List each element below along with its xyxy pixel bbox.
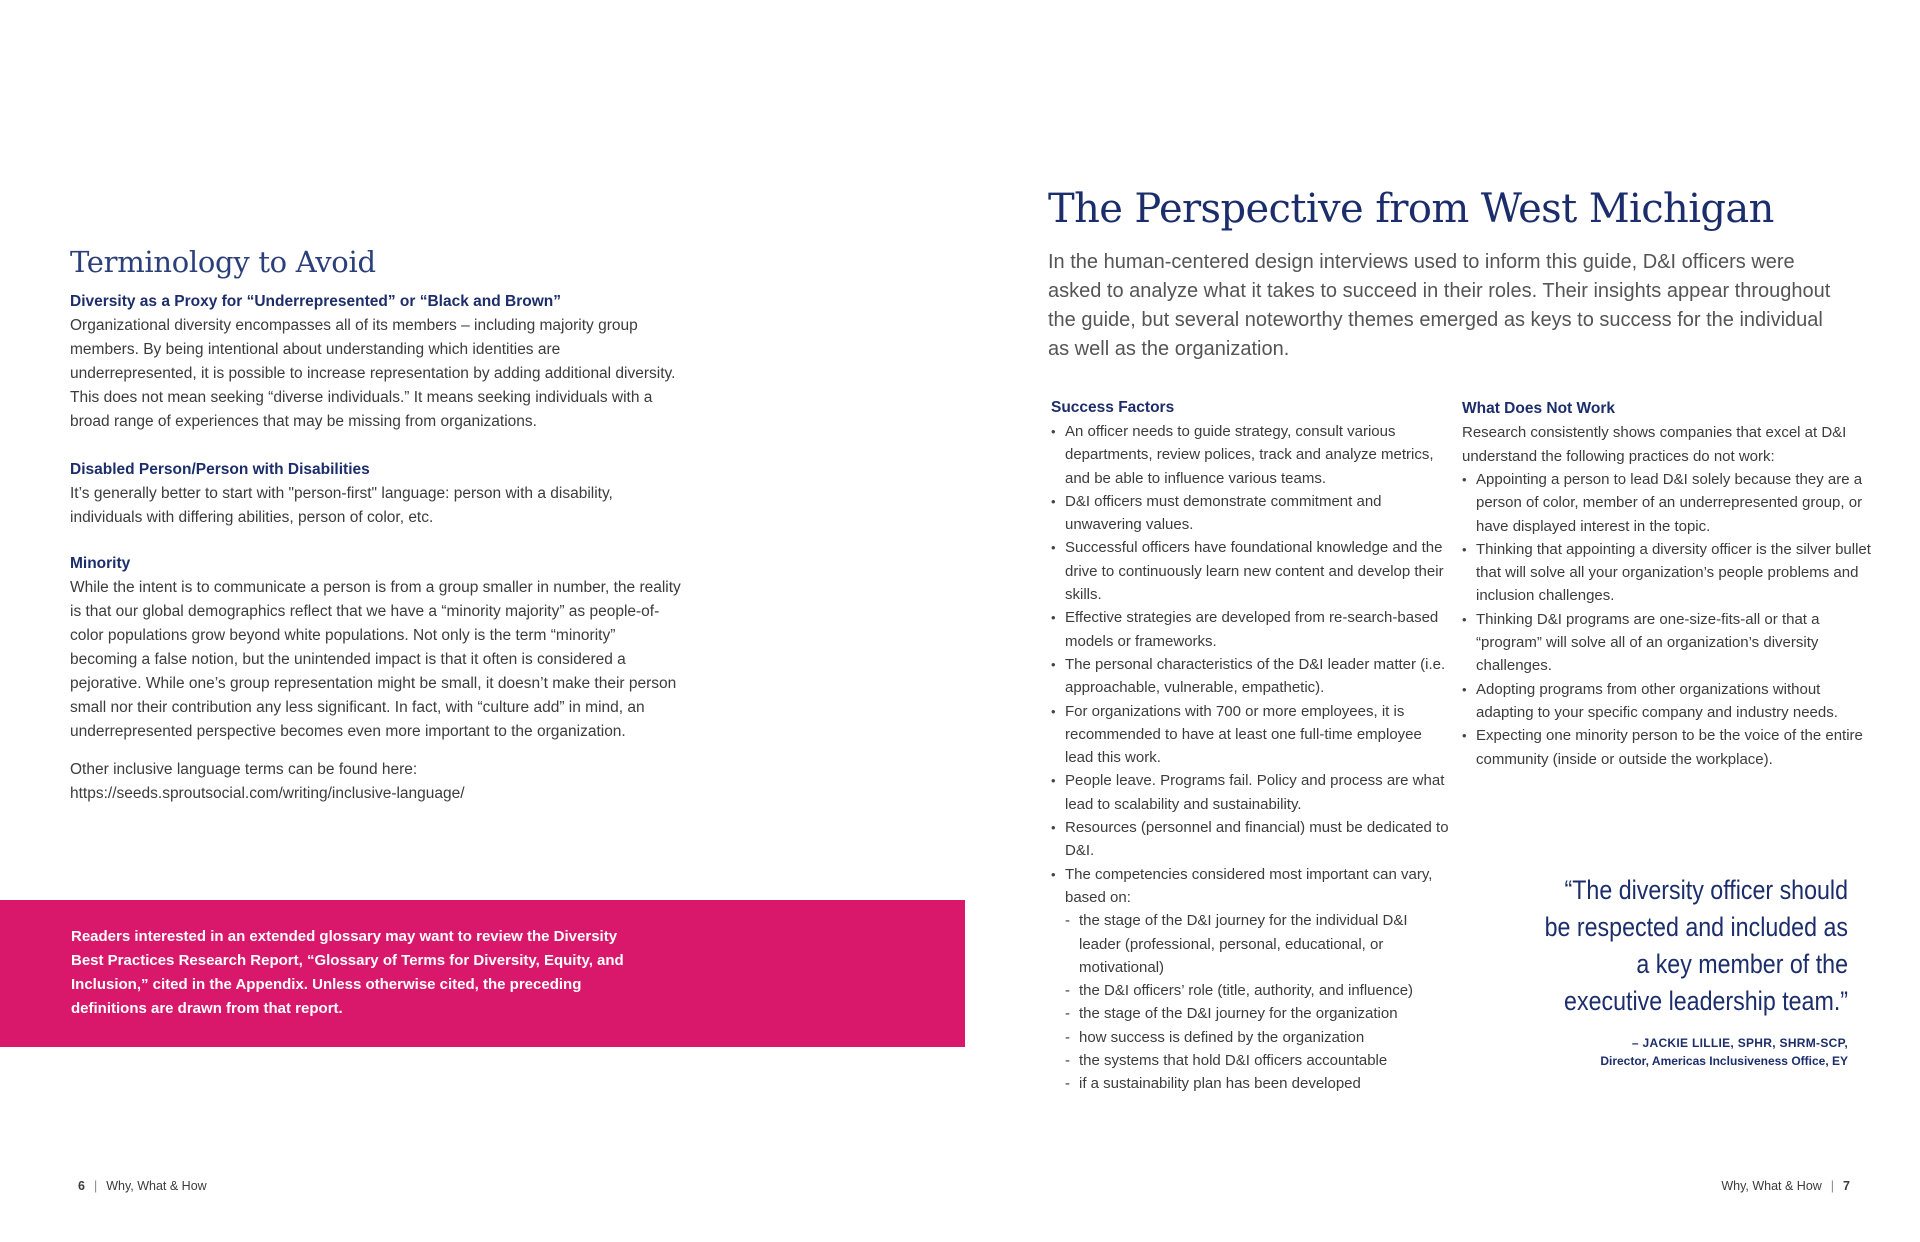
term-minority xyxy=(70,552,685,744)
footer-section: Why, What & How xyxy=(106,1179,207,1193)
list-item: • Appointing a person to lead D&I solely because they are a person of color, member of an underrepresented group, or have displayed interest in the topic. xyxy=(1462,468,1872,538)
sub-list-item: - the stage of the D&I journey for the organization xyxy=(1051,1002,1451,1025)
list-item: • Adopting programs from other organizations without adapting to your specific company and industry needs. xyxy=(1462,678,1872,725)
sub-list-item: - the D&I officers’ role (title, authority, and influence) xyxy=(1051,979,1451,1002)
list-item: • Thinking D&I programs are one-size-fits-all or that a “program” will solve all of an organization’s diversity challenges. xyxy=(1462,608,1872,678)
other-terms xyxy=(70,758,685,806)
callout-text: Readers interested in an extended glossary may want to review the Diversity Best Practices Research Report, “Glossary of Terms for Diversity, Equity, and Inclusion,” cited in the Appendix. Unless otherwise cited, the preceding definitions are drawn from that report. xyxy=(71,928,624,1017)
success-factors-list xyxy=(1051,420,1451,909)
quote-author: – JACKIE LILLIE, SPHR, SHRM-SCP, xyxy=(1631,1036,1848,1050)
terminology-list xyxy=(70,290,685,806)
list-item: • The competencies considered most important can vary, based on: xyxy=(1051,863,1451,910)
term-title: Diversity as a Proxy for “Underrepresented” or “Black and Brown” xyxy=(70,293,561,310)
term-title: Minority xyxy=(70,555,131,572)
intro-paragraph: In the human-centered design interviews used to inform this guide, D&I officers were asked to analyze what it takes to succeed in their roles. Their insights appear throughout the guide, but several noteworthy themes emerged as keys to success for the individual as well as the organization. xyxy=(1048,251,1831,360)
other-terms-link[interactable]: https://seeds.sproutsocial.com/writing/inclusive-language/ xyxy=(70,785,465,802)
competency-sub-list xyxy=(1051,909,1451,1095)
pull-quote xyxy=(1488,872,1848,1070)
footer-left xyxy=(78,1179,207,1193)
list-item: • D&I officers must demonstrate commitment and unwavering values. xyxy=(1051,490,1451,537)
term-body: Organizational diversity encompasses all of its members – including majority group members. By being intentional about understanding which identities are underrepresented, it is possible to increase representation by adding additional diversity. This does not mean seeking “diverse individuals.” It means seeking individuals with a broad range of experiences that may be missing from organizations. xyxy=(70,317,676,430)
list-item: • People leave. Programs fail. Policy and process are what lead to scalability and sustainability. xyxy=(1051,769,1451,816)
quote-author-role: Director, Americas Inclusiveness Office, EY xyxy=(1600,1054,1848,1068)
sub-list-item: - how success is defined by the organization xyxy=(1051,1026,1451,1049)
term-body: It’s generally better to start with "person-first" language: person with a disability, individuals with differing abilities, person of color, etc. xyxy=(70,485,613,526)
sub-list-item: - the systems that hold D&I officers accountable xyxy=(1051,1049,1451,1072)
success-factors-title: Success Factors xyxy=(1051,399,1175,416)
sub-list-item: - if a sustainability plan has been developed xyxy=(1051,1072,1451,1095)
term-title: Disabled Person/Person with Disabilities xyxy=(70,461,370,478)
footer-right xyxy=(1721,1179,1850,1193)
footer-separator: | xyxy=(1830,1179,1835,1193)
right-page xyxy=(960,0,1920,1242)
what-does-not-work-intro: Research consistently shows companies that excel at D&I understand the following practices do not work: xyxy=(1462,424,1847,465)
page-number: 7 xyxy=(1843,1179,1850,1193)
footer-separator: | xyxy=(93,1179,98,1193)
term-disabilities xyxy=(70,458,685,530)
list-item: • Expecting one minority person to be the voice of the entire community (inside or outside the workplace). xyxy=(1462,724,1872,771)
what-does-not-work-title: What Does Not Work xyxy=(1462,400,1615,417)
list-item: • An officer needs to guide strategy, consult various departments, review polices, track and analyze metrics, and be able to influence various teams. xyxy=(1051,420,1451,490)
list-item: • Resources (personnel and financial) must be dedicated to D&I. xyxy=(1051,816,1451,863)
quote-text: “The diversity officer should be respected and included as a key member of the executive leadership team.” xyxy=(1544,875,1848,1016)
list-item: • Effective strategies are developed from re-search-based models or frameworks. xyxy=(1051,606,1451,653)
what-does-not-work-list xyxy=(1462,468,1872,771)
term-body: While the intent is to communicate a person is from a group smaller in number, the reality is that our global demographics reflect that we have a “minority majority” as people-of-color populations grow beyond white populations. Not only is the term “minority” becoming a false notion, but the unintended impact is that it often is considered a pejorative. While one’s group representation might be small, it doesn’t make their person small nor their contribution any less significant. In fact, with “culture add” in mind, an underrepresented perspective becomes even more important to the organization. xyxy=(70,579,681,740)
list-item: • For organizations with 700 or more employees, it is recommended to have at least one full-time employee lead this work. xyxy=(1051,700,1451,770)
other-terms-text: Other inclusive language terms can be found here: xyxy=(70,761,418,778)
page-title: The Perspective from West Michigan xyxy=(1048,186,1774,232)
list-item: • The personal characteristics of the D&I leader matter (i.e. approachable, vulnerable, empathetic). xyxy=(1051,653,1451,700)
footer-section: Why, What & How xyxy=(1721,1179,1822,1193)
sub-list-item: - the stage of the D&I journey for the individual D&I leader (professional, personal, educational, or motivational) xyxy=(1051,909,1451,979)
glossary-callout xyxy=(0,900,965,1047)
page-number: 6 xyxy=(78,1179,85,1193)
term-diversity-proxy xyxy=(70,290,685,434)
what-does-not-work xyxy=(1462,397,1872,771)
quote-attribution xyxy=(1488,1034,1848,1070)
list-item: • Thinking that appointing a diversity officer is the silver bullet that will solve all your organization’s people problems and inclusion challenges. xyxy=(1462,538,1872,608)
list-item: • Successful officers have foundational knowledge and the drive to continuously learn new content and develop their skills. xyxy=(1051,536,1451,606)
terminology-heading: Terminology to Avoid xyxy=(70,245,376,279)
success-factors xyxy=(1051,396,1451,1096)
